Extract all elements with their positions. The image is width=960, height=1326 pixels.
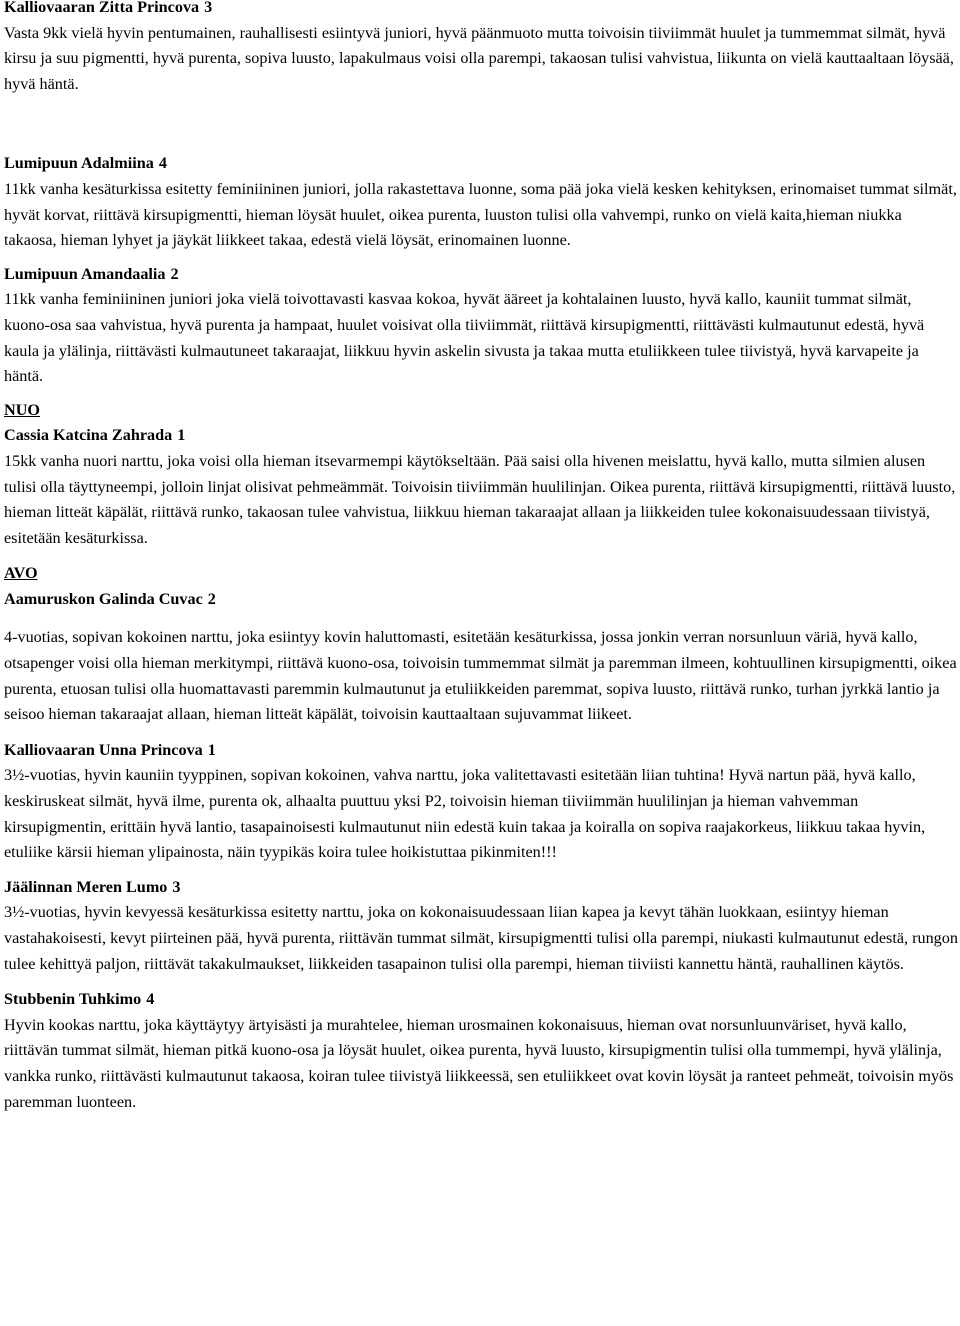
dog-entry <box>4 738 958 866</box>
dog-evaluation: 15kk vanha nuori narttu, joka voisi olla hieman itsevarmempi käytökseltään. Pää saisi olla hivenen meislattu, hyvä kallo, mutta silmien alusen tulisi olla täyttyneempi, jolloin linjat olisivat pehmeämmät. Toivoisin tiiviimmän huulilinjan. Oikea purenta, riittävä kirsupigmentti, riittävä luusto, hieman litteät käpälät, riittävä runko, takaosan tulee vahvistua, liikkuu hieman takaraajat allaan ja liikkeiden tulee kokonaisuudessaan tiivistyä, esitetään kesäturkissa. <box>4 451 956 547</box>
dog-rank: 3 <box>204 0 213 16</box>
dog-rank: 3 <box>172 877 181 896</box>
dog-entry-title <box>4 875 958 901</box>
dog-entry <box>4 262 958 390</box>
dog-entry-title <box>4 738 958 764</box>
dog-entry <box>4 0 958 97</box>
dog-entry-title <box>4 587 958 613</box>
dog-name: Kalliovaaran Unna Princova <box>4 740 203 759</box>
dog-entry-title <box>4 423 958 449</box>
dog-evaluation: 4-vuotias, sopivan kokoinen narttu, joka esiintyy kovin haluttomasti, esitetään kesäturkissa, jossa jonkin verran norsunluun väriä, hyvä kallo, otsapenger voisi olla hieman merkitympi, riittävä kuono-osa, toivoisin tummemmat silmät ja paremman ilmeen, kohtuullinen kirsupigmentti, oikea purenta, etuosan tulisi olla huomattavasti paremmin kulmautunut ja etuliikkeiden paremmat, sopiva luusto, riittävä runko, turhan jyrkkä lantio ja seisoo hieman takaraajat allaan, hieman litteät käpälät, toivoisin kauttaaltaan sujuvammat liikeet. <box>4 628 957 724</box>
dog-entry <box>4 151 958 253</box>
dog-name: Kalliovaaran Zitta Princova <box>4 0 200 16</box>
dog-name: Stubbenin Tuhkimo <box>4 990 142 1009</box>
dog-name: Aamuruskon Galinda Cuvac <box>4 589 203 608</box>
dog-rank: 4 <box>158 154 167 173</box>
dog-evaluation: 3½-vuotias, hyvin kauniin tyyppinen, sopivan kokoinen, vahva narttu, joka valitettavasti esitetään liian tuhtina! Hyvä nartun pää, hyvä kallo, keskiruskeat silmät, hyvä ilme, purenta ok, alhaalta puuttuu yksi P2, toivoisin hieman tiiviimmän huulilinjan ja hieman vahvemman kirsupigmentin, erittäin hyvä lantio, tasapainoisesti kulmautunut niin edestä kuin takaa ja koiralla on sopiva raajakorkeus, liikkuu takaa hyvin, etuliike kärsii hieman ylipainosta, näin tyypikäs koira tulee hoikistuttaa pikinmiten!!! <box>4 766 926 862</box>
dog-evaluation: Vasta 9kk vielä hyvin pentumainen, rauhallisesti esiintyvä juniori, hyvä päänmuoto mutta toivoisin tiiviimmät huulet ja tummemmat silmät, hyvä kirsu ja suu pigmentti, hyvä purenta, sopiva luusto, lapakulmaus voisi olla parempi, takaosan tulisi vahvistua, liikunta on vielä kauttaaltaan löysää, hyvä häntä. <box>4 23 954 93</box>
dog-name: Lumipuun Amandaalia <box>4 264 166 283</box>
dog-evaluation: 11kk vanha kesäturkissa esitetty feminiininen juniori, jolla rakastettava luonne, soma pää joka vielä kesken kehityksen, erinomaiset tummat silmät, hyvät korvat, riittävä kirsupigmentti, hieman löysät huulet, oikea purenta, luuston tulisi olla vahvempi, runko on vielä kaita,hieman niukka takaosa, hieman lyhyet ja jäykät liikkeet takaa, edestä vielä löysät, erinomainen luonne. <box>4 179 957 250</box>
dog-evaluation: Hyvin kookas narttu, joka käyttäytyy ärtyisästi ja murahtelee, hieman urosmainen kokonaisuus, hieman ovat norsunluunväriset, hyvä kallo, riittävän tummat silmät, hieman pitkä kuono-osa ja löysät huulet, oikea purenta, hyvä luusto, kirsupigmentin tulisi olla tummempi, hyvä ylälinja, vankka runko, riittävästi kulmautunut takaosa, koiran tulee tiivistyä liikkeessä, sen etuliikkeet ovat kovin löysät ja ranteet pehmeät, toivoisin myös paremman luonteen. <box>4 1015 954 1111</box>
dog-name: Cassia Katcina Zahrada <box>4 426 173 445</box>
dog-entry <box>4 987 958 1115</box>
document-page <box>4 0 958 1115</box>
dog-evaluation: 3½-vuotias, hyvin kevyessä kesäturkissa esitetty narttu, joka on kokonaisuudessaan liian kapea ja kevyt tähän luokkaan, esiintyy hieman vastahakoisesti, kevyt piirteinen pää, hyvä purenta, riittävän tummat silmät, kirsupigmentti tulisi olla parempi, niukasti kulmautunut edestä, rungon tulee kehittyä paljon, riittävät takakulmaukset, liikkeiden tasapainon tulisi olla parempi, hieman tiiviisti kannettu häntä, rauhallinen käytös. <box>4 903 958 973</box>
dog-entry-title <box>4 987 958 1013</box>
class-section-avo <box>4 561 958 728</box>
dog-entry-title <box>4 151 958 177</box>
class-section-nuo <box>4 398 958 552</box>
class-heading: AVO <box>4 564 38 583</box>
dog-rank: 1 <box>207 740 216 759</box>
dog-entry <box>4 875 958 977</box>
dog-entry-title <box>4 0 958 21</box>
dog-name: Lumipuun Adalmiina <box>4 154 154 173</box>
dog-name: Jäälinnan Meren Lumo <box>4 877 168 896</box>
dog-rank: 2 <box>207 589 216 608</box>
dog-rank: 4 <box>146 990 155 1009</box>
dog-evaluation: 11kk vanha feminiininen juniori joka vielä toivottavasti kasvaa kokoa, hyvät ääreet ja kohtalainen luusto, hyvä kallo, kauniit tummat silmät, kuono-osa saa vahvistua, hyvä purenta ja hampaat, huulet voisivat olla tiiviimmät, riittävä kirsupigmentti, riittävästi kulmautunut edestä, hyvä kaula ja ylälinja, riittävästi kulmautuneet takaraajat, liikkuu hyvin askelin sivusta ja takaa mutta etuliikkeen tulee tiivistyä, hyvä karvapeite ja häntä. <box>4 290 925 386</box>
dog-rank: 1 <box>177 426 186 445</box>
dog-entry-title <box>4 262 958 288</box>
dog-rank: 2 <box>170 264 179 283</box>
class-heading: NUO <box>4 400 40 419</box>
